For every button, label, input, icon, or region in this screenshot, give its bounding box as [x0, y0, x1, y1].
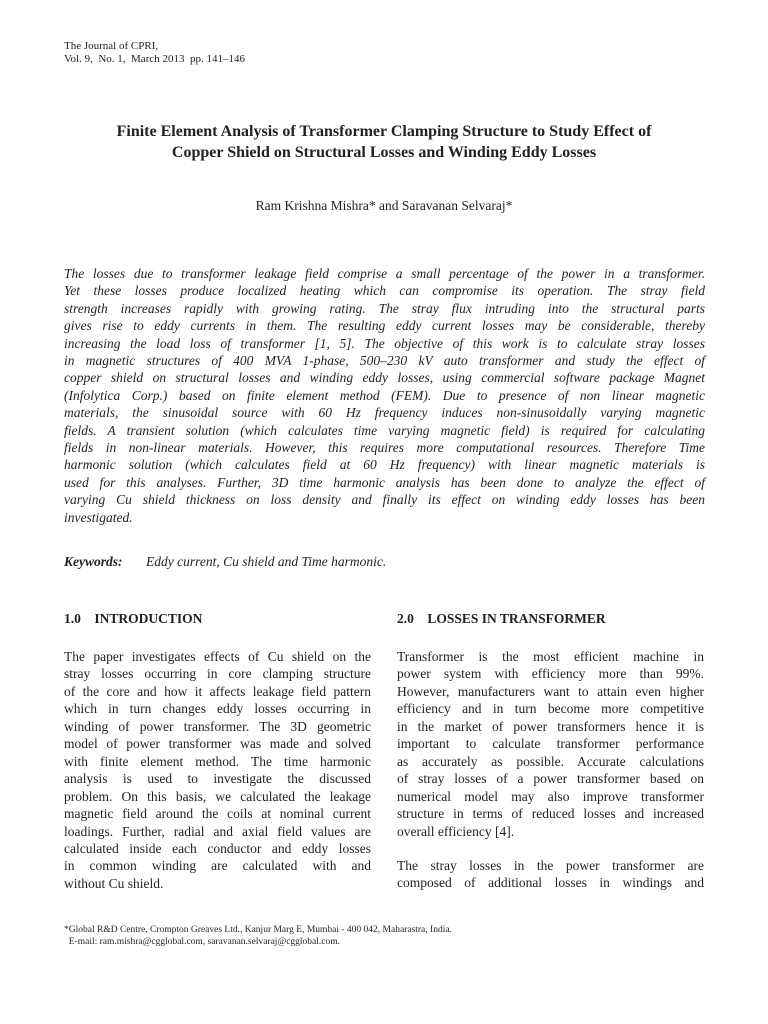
abstract-line: fields. A transient solution (which calculates time varying magnetic field) is required for calculating: [64, 422, 705, 438]
introduction-body: [64, 648, 371, 892]
paper-title: [64, 121, 704, 163]
body-line: without Cu shield.: [64, 875, 164, 891]
journal-issue: Vol. 9, No. 1, March 2013 pp. 141–146: [64, 53, 245, 65]
abstract-line: materials, the sinusoidal source with 60 Hz frequency induces non-sinusoidally varying magnetic: [64, 405, 705, 421]
section-heading-losses: 2.0 LOSSES IN TRANSFORMER: [397, 611, 606, 626]
body-line: The stray losses in the power transformer are: [397, 857, 704, 873]
body-line: in common winding are calculated with and: [64, 858, 371, 874]
keywords-text: Eddy current, Cu shield and Time harmonic.: [146, 554, 387, 569]
section-heading-introduction: 1.0 INTRODUCTION: [64, 611, 203, 626]
paper-authors: Ram Krishna Mishra* and Saravanan Selvaraj*: [255, 198, 513, 213]
losses-paragraph-1: [397, 648, 704, 840]
body-line: composed of additional losses in windings and: [397, 875, 704, 891]
abstract-line: increasing the load loss of transformer [1, 5]. The objective of this work is to calculate stray losses: [64, 335, 705, 351]
abstract-line: Yet these losses produce localized heating which can compromise its operation. The stray field: [64, 283, 705, 299]
abstract-line: investigated.: [64, 509, 133, 525]
body-line: which in turn changes eddy losses occurring in: [64, 701, 371, 717]
body-line: loadings. Further, radial and axial field values are: [64, 823, 371, 839]
author-footnote: [64, 925, 452, 948]
body-line: calculated inside each conductor and eddy losses: [64, 840, 371, 856]
abstract-line: fields in non-linear materials. However, this requires more computational resources. Therefore Time: [64, 440, 705, 456]
body-line: of the core and how it affects leakage field pattern: [64, 683, 371, 699]
abstract-line: copper shield on structural losses and winding eddy losses, using commercial software package Magnet: [64, 370, 705, 386]
journal-header: [64, 40, 245, 66]
footnote-email: E-mail: ram.mishra@cgglobal.com, saravanan.selvaraj@cgglobal.com.: [64, 936, 341, 947]
body-line: overall efficiency [4].: [397, 823, 515, 839]
body-line: However, manufacturers want to attain even higher: [397, 683, 704, 699]
abstract-line: (Infolytica Corp.) based on finite element method (FEM). Due to presence of non linear magnetic: [64, 387, 705, 403]
body-line: problem. On this basis, we calculated the leakage: [64, 788, 371, 804]
losses-paragraph-2: [397, 857, 704, 892]
abstract-line: varying Cu shield thickness on loss density and finally its effect on winding eddy losses has been: [64, 492, 705, 508]
abstract-line: strength increases rapidly with growing rating. The stray flux intruding into the structural parts: [64, 300, 705, 316]
body-line: The paper investigates effects of Cu shield on the: [64, 649, 371, 664]
body-line: model of power transformer was made and solved: [64, 736, 371, 752]
abstract-line: harmonic solution (which calculates field at 60 Hz frequency) with linear magnetic materials is: [64, 457, 705, 473]
body-line: efficiency and in turn become more competitive: [397, 701, 704, 717]
body-line: power system with efficiency more than 99%.: [397, 666, 704, 682]
body-line: Transformer is the most efficient machine in: [397, 649, 704, 664]
body-line: as accurately as possible. Accurate calculations: [397, 753, 704, 769]
body-line: important to calculate transformer performance: [397, 736, 704, 752]
body-line: magnetic field around the coils at nominal current: [64, 806, 371, 822]
abstract-line: The losses due to transformer leakage field comprise a small percentage of the power in a transformer.: [64, 266, 705, 281]
losses-body: [397, 648, 704, 909]
abstract: [64, 265, 705, 526]
paper-title-line-1: Finite Element Analysis of Transformer Clamping Structure to Study Effect of: [116, 123, 652, 140]
abstract-line: gives rise to eddy currents in them. The resulting eddy current losses may be considerable, thereby: [64, 318, 705, 334]
body-line: of stray losses of a power transformer based on: [397, 771, 704, 787]
body-line: with finite element method. The time harmonic: [64, 753, 371, 769]
body-line: structure in terms of reduced losses and increased: [397, 806, 704, 822]
abstract-line: used for this analyses. Further, 3D time harmonic analysis has been done to analyze the effect of: [64, 474, 705, 490]
paper-title-line-2: Copper Shield on Structural Losses and Winding Eddy Losses: [171, 144, 597, 161]
body-line: analysis is used to investigate the discussed: [64, 771, 371, 787]
keywords: [64, 553, 386, 570]
abstract-line: in magnetic structures of 400 MVA 1-phase, 500–230 kV auto transformer and study the effect of: [64, 353, 705, 369]
body-line: in the market of power transformers hence it is: [397, 718, 704, 734]
body-line: winding of power transformer. The 3D geometric: [64, 718, 371, 734]
keywords-label: Keywords:: [64, 554, 123, 569]
body-line: numerical model may also improve transformer: [397, 788, 704, 804]
footnote-affiliation: *Global R&D Centre, Crompton Greaves Ltd., Kanjur Marg E, Mumbai - 400 042, Maharastra, India.: [64, 925, 452, 935]
journal-name: The Journal of CPRI,: [64, 40, 159, 52]
body-line: stray losses occurring in core clamping structure: [64, 666, 371, 682]
